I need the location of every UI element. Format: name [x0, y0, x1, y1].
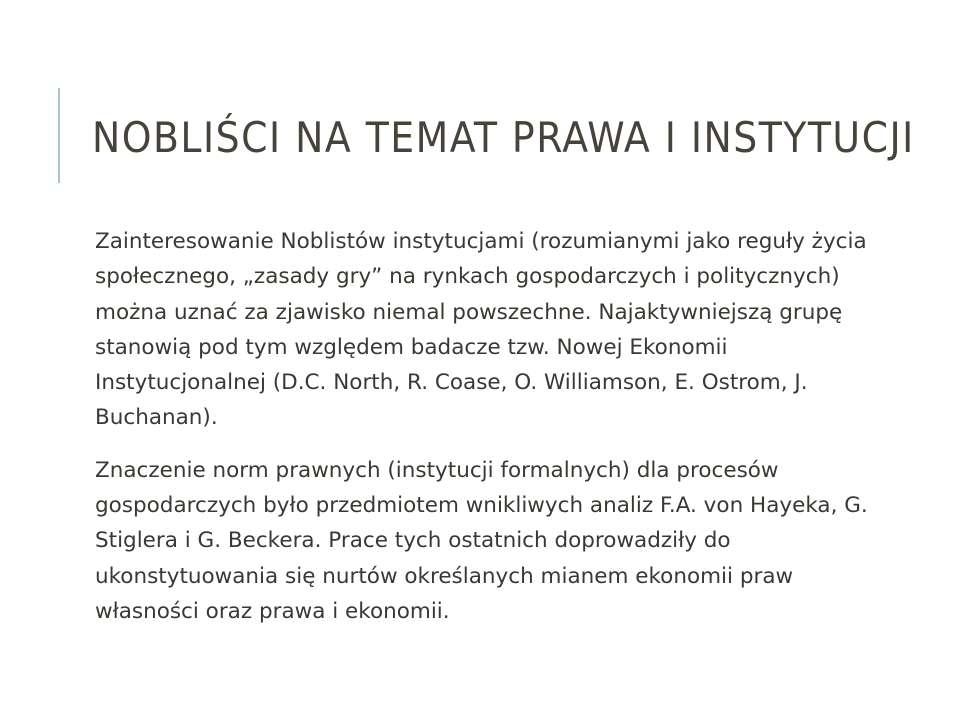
slide-title: NOBLIŚCI NA TEMAT PRAWA I INSTYTUCJI [92, 113, 915, 162]
body-paragraph-1: Zainteresowanie Noblistów instytucjami (rozumianymi jako reguły życia społecznego, „zasady gry” na rynkach gospodarczych i politycznych) można uznać za zjawisko niemal powszechne. Najaktywniejszą grupę stanowią pod tym względem badacze tzw. Nowej Ekonomii Instytucjonalnej (D.C. North, R. Coase, O. Williamson, E. Ostrom, J. Buchanan). [95, 229, 867, 431]
slide-body [95, 224, 895, 646]
title-accent-bar [58, 88, 60, 183]
body-paragraph-2: Znaczenie norm prawnych (instytucji formalnych) dla procesów gospodarczych było przedmiotem wnikliwych analiz F.A. von Hayeka, G. Stiglera i G. Beckera. Prace tych ostatnich doprowadziły do ukonstytuowania się nurtów określanych mianem ekonomii praw własności oraz prawa i ekonomii. [95, 457, 868, 624]
